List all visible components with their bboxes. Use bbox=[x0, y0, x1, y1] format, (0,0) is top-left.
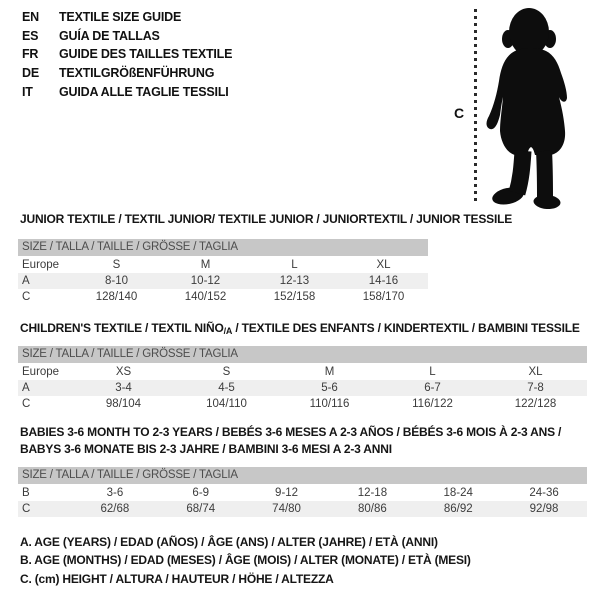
size-cell: 5-6 bbox=[321, 382, 338, 394]
lang-label: GUÍA DE TALLAS bbox=[59, 28, 160, 43]
size-cell: 3-6 bbox=[106, 487, 124, 499]
junior-size-table bbox=[18, 239, 428, 305]
lang-label: GUIDE DES TAILLES TEXTILE bbox=[59, 47, 233, 62]
lang-row-es bbox=[22, 27, 232, 46]
row-label: C bbox=[22, 503, 31, 515]
size-cell: 80/86 bbox=[358, 503, 387, 515]
size-cell: 116/122 bbox=[412, 398, 453, 410]
size-cell: 104/110 bbox=[206, 398, 247, 410]
babies-title-line2: BABYS 3-6 MONATE BIS 2-3 JAHRE / BAMBINI 3-6 MESI A 2-3 ANNI bbox=[20, 441, 392, 456]
size-header-bar: SIZE / TALLA / TAILLE / GRÖSSE / TAGLIA bbox=[18, 346, 587, 363]
language-header bbox=[22, 8, 232, 101]
lang-row-de bbox=[22, 64, 232, 83]
lang-row-it bbox=[22, 82, 232, 101]
row-label: C bbox=[22, 291, 31, 303]
table-row-height bbox=[18, 289, 428, 305]
row-label: B bbox=[22, 487, 30, 499]
size-cell: 158/170 bbox=[362, 291, 405, 303]
measure-label-c: C bbox=[454, 105, 465, 121]
size-cell: S bbox=[222, 366, 231, 378]
size-cell: 122/128 bbox=[514, 398, 557, 410]
lang-code: EN bbox=[22, 10, 39, 25]
row-label: A bbox=[22, 382, 30, 394]
legend-line-c: C. (cm) HEIGHT / ALTURA / HAUTEUR / HÖHE / ALTEZZA bbox=[20, 571, 334, 586]
table-row-europe bbox=[18, 257, 428, 273]
row-label: Europe bbox=[22, 366, 60, 378]
lang-row-fr bbox=[22, 45, 232, 64]
size-cell: 8-10 bbox=[104, 275, 129, 287]
lang-code: ES bbox=[22, 28, 39, 43]
row-label: Europe bbox=[22, 259, 60, 271]
size-cell: 128/140 bbox=[95, 291, 138, 303]
size-cell: 9-12 bbox=[275, 487, 299, 499]
size-cell: 110/116 bbox=[309, 398, 350, 410]
size-cell: 18-24 bbox=[443, 487, 473, 499]
size-cell: 152/158 bbox=[273, 291, 316, 303]
table-row-europe bbox=[18, 364, 587, 380]
table-row-age bbox=[18, 273, 428, 289]
toddler-silhouette-icon bbox=[482, 3, 586, 209]
size-cell: 7-8 bbox=[527, 382, 544, 394]
children-title-subscript: /A bbox=[223, 326, 233, 336]
children-size-table bbox=[18, 346, 587, 412]
size-cell: XL bbox=[376, 259, 391, 271]
row-label: C bbox=[22, 398, 31, 410]
size-cell: S bbox=[112, 259, 121, 271]
size-cell: 6-7 bbox=[424, 382, 441, 394]
size-cell: 86/92 bbox=[443, 503, 473, 515]
size-header-bar: SIZE / TALLA / TAILLE / GRÖSSE / TAGLIA bbox=[18, 467, 587, 484]
size-cell: 92/98 bbox=[529, 503, 559, 515]
measurement-legend bbox=[20, 533, 471, 588]
size-cell: 3-4 bbox=[115, 382, 132, 394]
size-cell: M bbox=[324, 366, 335, 378]
size-cell: 68/74 bbox=[186, 503, 216, 515]
size-cell: M bbox=[200, 259, 211, 271]
size-cell: 140/152 bbox=[184, 291, 227, 303]
size-cell: 4-5 bbox=[218, 382, 235, 394]
size-cell: XL bbox=[528, 366, 543, 378]
legend-line-b: B. AGE (MONTHS) / EDAD (MESES) / ÂGE (MOIS) / ALTER (MONATE) / ETÀ (MESI) bbox=[20, 553, 471, 568]
size-cell: XS bbox=[115, 366, 132, 378]
size-cell: 10-12 bbox=[190, 275, 221, 287]
size-cell: 24-36 bbox=[529, 487, 559, 499]
lang-row-en bbox=[22, 8, 232, 27]
size-header-bar: SIZE / TALLA / TAILLE / GRÖSSE / TAGLIA bbox=[18, 239, 428, 256]
size-cell: 6-9 bbox=[192, 487, 210, 499]
lang-label: TEXTILGRÖßENFÜHRUNG bbox=[59, 66, 215, 81]
height-measure-dotted-line bbox=[474, 9, 477, 205]
babies-table-title bbox=[20, 424, 595, 457]
children-title-suffix: / TEXTILE DES ENFANTS / KINDERTEXTIL / BAMBINI TESSILE bbox=[232, 321, 580, 335]
table-row-height bbox=[18, 396, 587, 412]
table-row-age-months bbox=[18, 485, 587, 501]
size-cell: 14-16 bbox=[368, 275, 399, 287]
lang-label: TEXTILE SIZE GUIDE bbox=[59, 10, 182, 25]
babies-title-line1: BABIES 3-6 MONTH TO 2-3 YEARS / BEBÉS 3-6 MESES A 2-3 AÑOS / BÉBÉS 3-6 MOIS À 2-3 ANS / bbox=[20, 425, 562, 439]
table-row-age bbox=[18, 380, 587, 396]
junior-table-title: JUNIOR TEXTILE / TEXTIL JUNIOR/ TEXTILE JUNIOR / JUNIORTEXTIL / JUNIOR TESSILE bbox=[20, 212, 513, 226]
size-cell: 74/80 bbox=[272, 503, 301, 515]
size-cell: 12-18 bbox=[357, 487, 388, 499]
size-cell: L bbox=[291, 259, 298, 271]
size-cell: 98/104 bbox=[105, 398, 142, 410]
row-label: A bbox=[22, 275, 30, 287]
children-title-prefix: CHILDREN'S TEXTILE / TEXTIL NIÑO bbox=[20, 321, 224, 335]
size-cell: 62/68 bbox=[100, 503, 130, 515]
legend-line-a: A. AGE (YEARS) / EDAD (AÑOS) / ÂGE (ANS) / ALTER (JAHRE) / ETÀ (ANNI) bbox=[20, 535, 438, 549]
children-table-title bbox=[20, 321, 580, 336]
size-cell: 12-13 bbox=[279, 275, 310, 287]
lang-code: IT bbox=[22, 84, 33, 99]
babies-size-table bbox=[18, 467, 587, 517]
lang-code: DE bbox=[22, 66, 39, 81]
lang-label: GUIDA ALLE TAGLIE TESSILI bbox=[59, 84, 229, 99]
size-cell: L bbox=[429, 366, 436, 378]
table-row-height bbox=[18, 501, 587, 517]
lang-code: FR bbox=[22, 47, 39, 62]
